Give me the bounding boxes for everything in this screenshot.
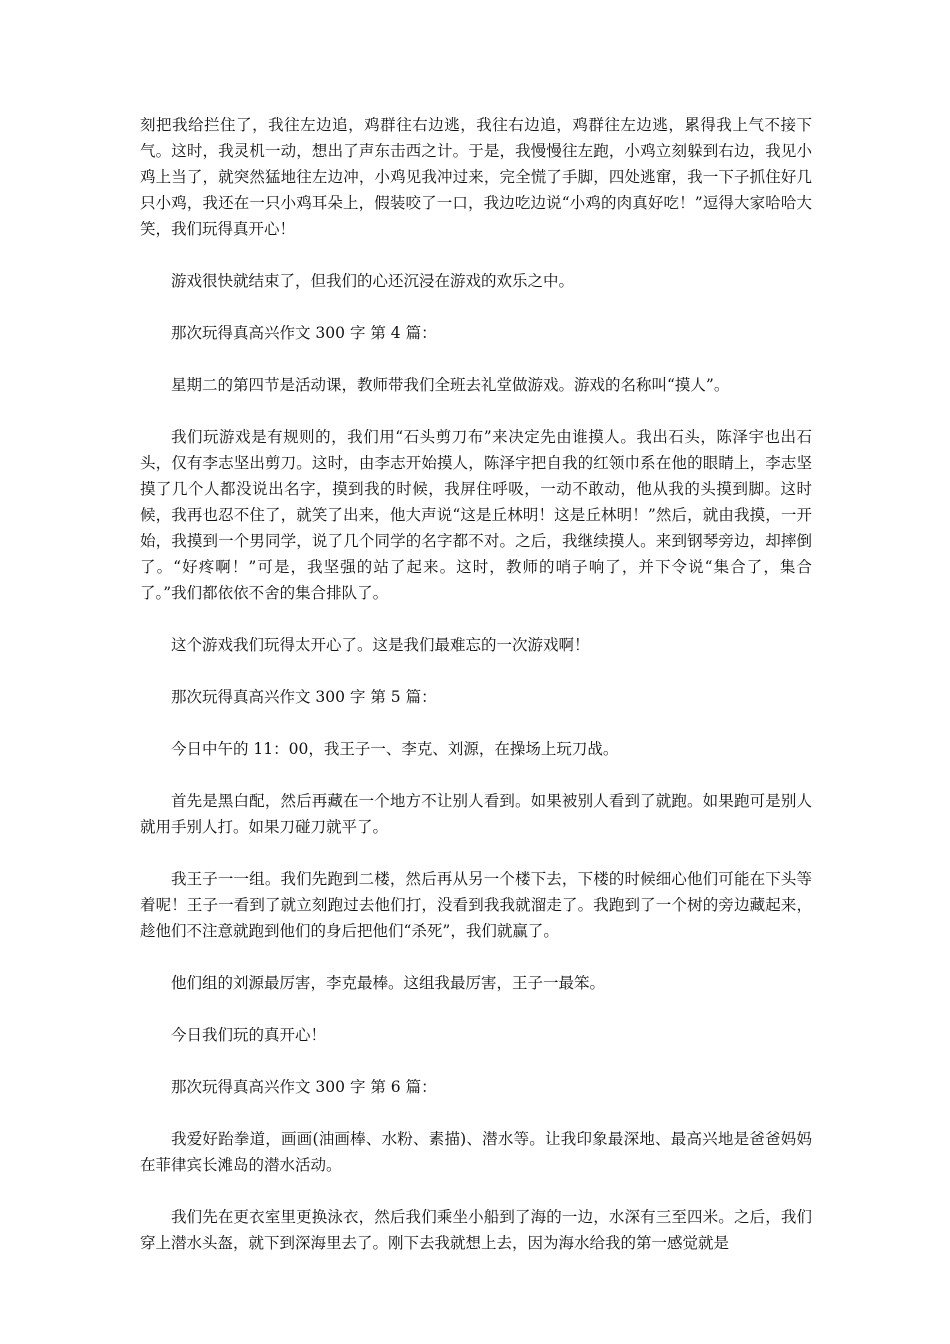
paragraph: 我王子一一组。我们先跑到二楼，然后再从另一个楼下去，下楼的时候细心他们可能在下头等着呢！王子一看到了就立刻跑过去他们打，没看到我我就溜走了。我跑到了一个树的旁边藏起来，趁他们不注意就跑到他们的身后把他们“杀死”，我们就赢了。 <box>140 870 812 940</box>
paragraph: 我们先在更衣室里更换泳衣，然后我们乘坐小船到了海的一边，水深有三至四米。之后，我们穿上潜水头盔，就下到深海里去了。刚下去我就想上去，因为海水给我的第一感觉就是 <box>140 1208 812 1252</box>
paragraph: 我们玩游戏是有规则的，我们用“石头剪刀布”来决定先由谁摸人。我出石头，陈泽宇也出石头，仅有李志坚出剪刀。这时，由李志开始摸人，陈泽宇把自我的红领巾系在他的眼睛上，李志坚摸了几个人都没说出名字，摸到我的时候，我屏住呼吸，一动不敢动，他从我的头摸到脚。这时候，我再也忍不住了，就笑了出来，他大声说“这是丘林明！这是丘林明！”然后，就由我摸，一开始，我摸到一个男同学，说了几个同学的名字都不对。之后，我继续摸人。来到钢琴旁边，却摔倒了。“好疼啊！”可是，我坚强的站了起来。这时，教师的哨子响了，并下令说“集合了，集合了。”我们都依依不舍的集合排队了。 <box>140 428 812 602</box>
section-heading-5: 那次玩得真高兴作文 300 字 第 5 篇： <box>171 688 437 706</box>
paragraph-continuation: 刻把我给拦住了，我往左边追，鸡群往右边逃，我往右边追，鸡群往左边逃，累得我上气不接下气。这时，我灵机一动，想出了声东击西之计。于是，我慢慢往左跑，小鸡立刻躲到右边，我见小鸡上当了，就突然猛地往左边冲，小鸡见我冲过来，完全慌了手脚，四处逃窜，我一下子抓住好几只小鸡，我还在一只小鸡耳朵上，假装咬了一口，我边吃边说“小鸡的肉真好吃！”逗得大家哈哈大笑，我们玩得真开心！ <box>140 116 812 238</box>
document-body <box>140 112 812 1282</box>
paragraph: 我爱好跆拳道，画画(油画棒、水粉、素描)、潜水等。让我印象最深地、最高兴地是爸爸妈妈在菲律宾长滩岛的潜水活动。 <box>140 1130 812 1174</box>
section-heading-4: 那次玩得真高兴作文 300 字 第 4 篇： <box>171 324 437 342</box>
paragraph: 今日中午的 11：00，我王子一、李克、刘源，在操场上玩刀战。 <box>171 740 619 758</box>
paragraph: 游戏很快就结束了，但我们的心还沉浸在游戏的欢乐之中。 <box>171 272 575 290</box>
paragraph: 星期二的第四节是活动课，教师带我们全班去礼堂做游戏。游戏的名称叫“摸人”。 <box>171 376 730 394</box>
paragraph: 今日我们玩的真开心！ <box>171 1026 327 1044</box>
paragraph: 这个游戏我们玩得太开心了。这是我们最难忘的一次游戏啊！ <box>171 636 590 654</box>
section-heading-6: 那次玩得真高兴作文 300 字 第 6 篇： <box>171 1078 437 1096</box>
paragraph: 他们组的刘源最厉害，李克最棒。这组我最厉害，王子一最笨。 <box>171 974 606 992</box>
paragraph: 首先是黑白配，然后再藏在一个地方不让别人看到。如果被别人看到了就跑。如果跑可是别人就用手别人打。如果刀碰刀就平了。 <box>140 792 812 836</box>
